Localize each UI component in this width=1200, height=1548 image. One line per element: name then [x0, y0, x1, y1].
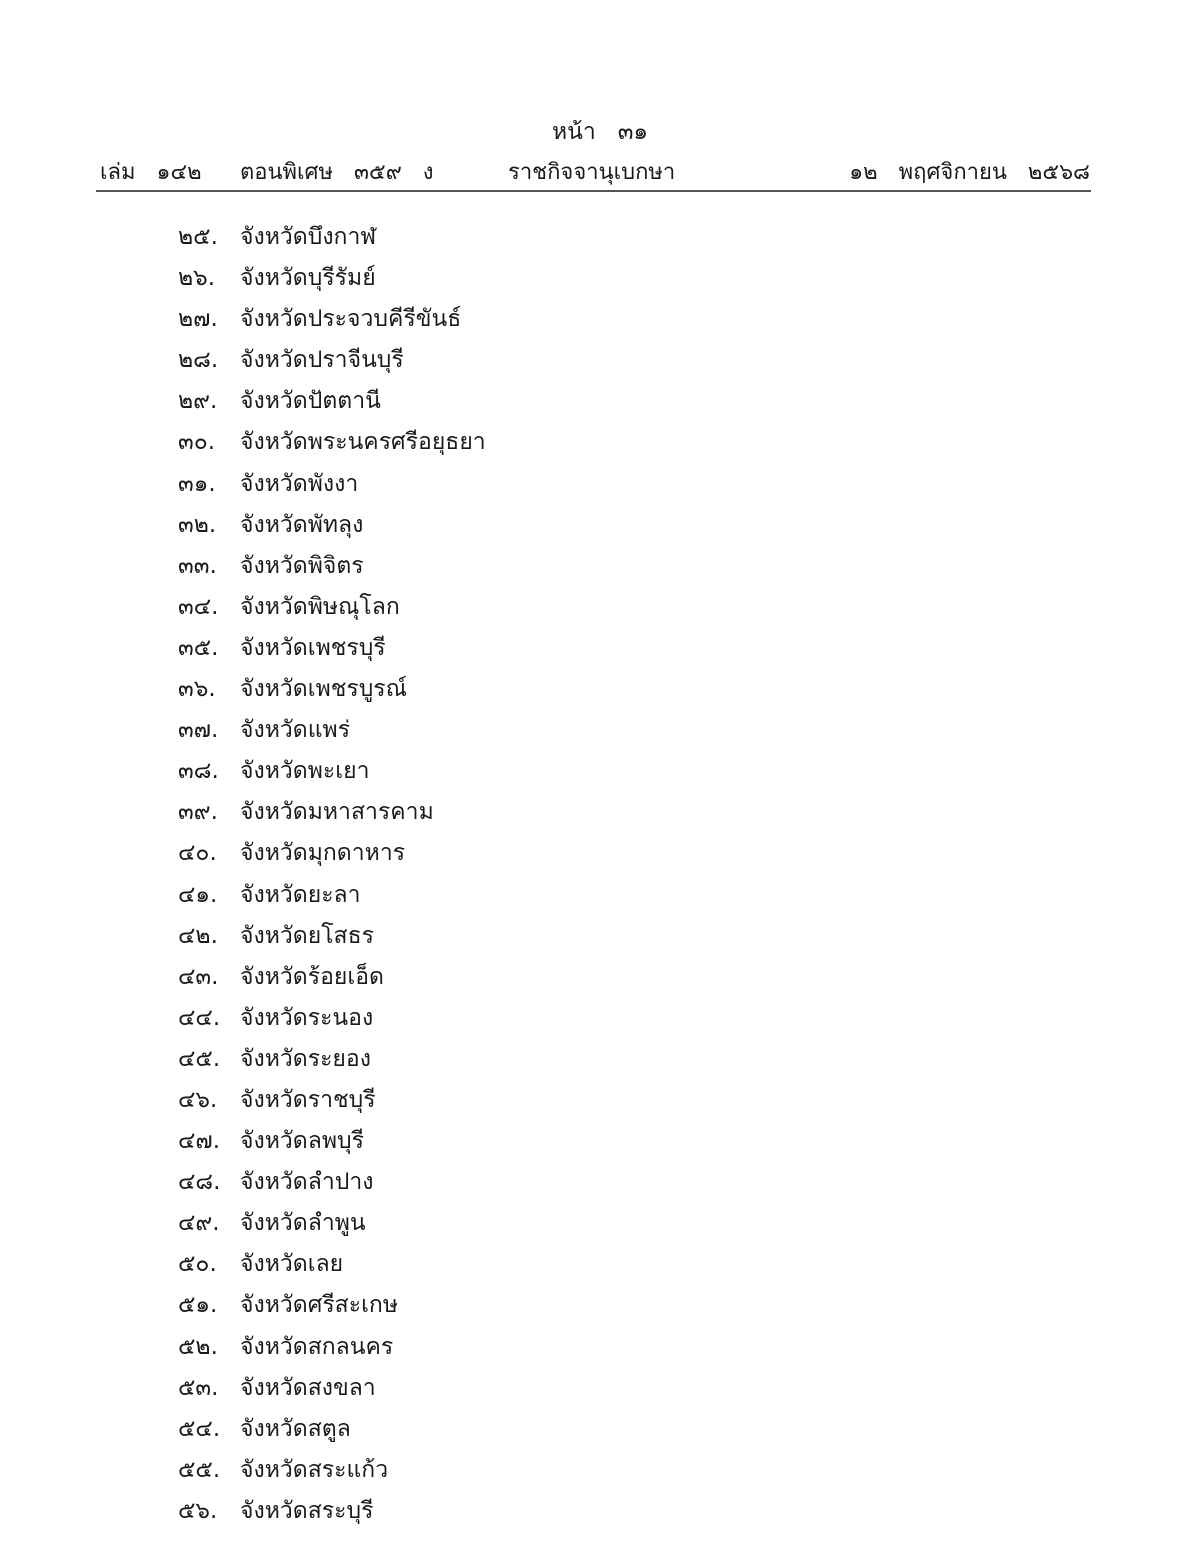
- list-item-province-name: จังหวัดศรีสะเกษ: [240, 1292, 399, 1319]
- list-item-number: ๕๕.: [178, 1456, 221, 1483]
- list-item-province-name: จังหวัดพิษณุโลก: [240, 593, 400, 620]
- list-item: [0, 377, 1200, 418]
- header-volume: เล่ม ๑๔๒: [100, 160, 202, 185]
- list-item: [0, 1199, 1200, 1240]
- list-item-number: ๕๔.: [178, 1415, 221, 1442]
- list-item-province-name: จังหวัดแพร่: [240, 717, 351, 744]
- list-item-number: ๓๒.: [178, 511, 217, 538]
- list-item-number: ๔๗.: [178, 1128, 221, 1155]
- list-item-province-name: จังหวัดยะลา: [240, 881, 361, 908]
- list-item-number: ๓๑.: [178, 470, 216, 497]
- list-item: [0, 665, 1200, 706]
- list-item-province-name: จังหวัดพะเยา: [240, 758, 370, 785]
- list-item-number: ๒๖.: [178, 265, 216, 292]
- list-item: [0, 788, 1200, 829]
- list-item: [0, 1158, 1200, 1199]
- list-item-province-name: จังหวัดสตูล: [240, 1415, 351, 1442]
- list-item: [0, 501, 1200, 542]
- list-item-province-name: จังหวัดลำปาง: [240, 1169, 374, 1196]
- list-item: [0, 295, 1200, 336]
- province-list: [0, 213, 1200, 1528]
- list-item-province-name: จังหวัดปัตตานี: [240, 388, 381, 415]
- list-item-province-name: จังหวัดระยอง: [240, 1045, 371, 1072]
- list-item-number: ๕๓.: [178, 1374, 219, 1401]
- list-item-number: ๒๙.: [178, 388, 218, 415]
- list-item-number: ๔๙.: [178, 1210, 220, 1237]
- list-item-province-name: จังหวัดลำพูน: [240, 1210, 366, 1237]
- list-item-number: ๓๓.: [178, 552, 217, 579]
- list-item: [0, 1076, 1200, 1117]
- list-item: [0, 1446, 1200, 1487]
- list-item-number: ๔๖.: [178, 1086, 218, 1113]
- list-item-number: ๔๓.: [178, 963, 219, 990]
- header-issue: ตอนพิเศษ ๓๕๙ ง: [240, 160, 434, 185]
- list-item-number: ๔๒.: [178, 922, 218, 949]
- list-item-number: ๓๗.: [178, 717, 219, 744]
- list-item: [0, 1281, 1200, 1322]
- list-item-number: ๔๐.: [178, 840, 217, 867]
- list-item-number: ๔๔.: [178, 1004, 221, 1031]
- list-item: [0, 254, 1200, 295]
- list-item: [0, 213, 1200, 254]
- list-item: [0, 624, 1200, 665]
- list-item-province-name: จังหวัดลพบุรี: [240, 1128, 364, 1155]
- list-item-number: ๕๑.: [178, 1292, 218, 1319]
- list-item: [0, 994, 1200, 1035]
- list-item-number: ๕๒.: [178, 1333, 218, 1360]
- page-number: หน้า ๓๑: [551, 119, 649, 145]
- list-item: [0, 418, 1200, 459]
- list-item-province-name: จังหวัดเลย: [240, 1251, 344, 1278]
- list-item-number: ๔๑.: [178, 881, 218, 908]
- list-item: [0, 1364, 1200, 1405]
- list-item-province-name: จังหวัดบุรีรัมย์: [240, 265, 376, 292]
- list-item: [0, 953, 1200, 994]
- list-item-province-name: จังหวัดมหาสารคาม: [240, 799, 434, 826]
- list-item: [0, 1240, 1200, 1281]
- list-item-number: ๔๕.: [178, 1045, 221, 1072]
- list-item-number: ๓๐.: [178, 429, 216, 456]
- list-item-province-name: จังหวัดราชบุรี: [240, 1086, 376, 1113]
- list-item-number: ๓๕.: [178, 634, 219, 661]
- list-item: [0, 542, 1200, 583]
- list-item-province-name: จังหวัดพระนครศรีอยุธยา: [240, 429, 486, 456]
- list-item-number: ๓๘.: [178, 758, 219, 785]
- list-item-number: ๓๔.: [178, 593, 219, 620]
- list-item-province-name: จังหวัดร้อยเอ็ด: [240, 963, 384, 990]
- list-item-province-name: จังหวัดบึงกาฬ: [240, 224, 377, 250]
- list-item-number: ๒๗.: [178, 306, 218, 333]
- list-item: [0, 336, 1200, 377]
- list-item: [0, 829, 1200, 870]
- list-item: [0, 1117, 1200, 1158]
- list-item-province-name: จังหวัดสงขลา: [240, 1374, 376, 1401]
- list-item-number: ๒๘.: [178, 347, 219, 374]
- list-item: [0, 871, 1200, 912]
- list-item-number: ๓๖.: [178, 676, 216, 703]
- list-item: [0, 1323, 1200, 1364]
- list-item-number: ๕๖.: [178, 1497, 218, 1524]
- header-gazette-title: ราชกิจจานุเบกษา: [508, 160, 676, 185]
- list-item-province-name: จังหวัดพิจิตร: [240, 552, 364, 579]
- list-item-province-name: จังหวัดประจวบคีรีขันธ์: [240, 306, 462, 333]
- list-item-province-name: จังหวัดเพชรบูรณ์: [240, 676, 407, 703]
- list-item-province-name: จังหวัดยโสธร: [240, 922, 374, 949]
- header-rule: [96, 190, 1091, 192]
- list-item-province-name: จังหวัดสระบุรี: [240, 1497, 374, 1524]
- list-item-province-name: จังหวัดพัทลุง: [240, 511, 364, 538]
- list-item-province-name: จังหวัดระนอง: [240, 1004, 374, 1031]
- list-item-province-name: จังหวัดพังงา: [240, 470, 359, 497]
- list-item-number: ๔๘.: [178, 1169, 221, 1196]
- list-item: [0, 1035, 1200, 1076]
- list-item: [0, 460, 1200, 501]
- list-item-province-name: จังหวัดปราจีนบุรี: [240, 347, 404, 374]
- list-item-number: ๓๙.: [178, 799, 218, 826]
- list-item: [0, 583, 1200, 624]
- list-item-province-name: จังหวัดเพชรบุรี: [240, 634, 386, 661]
- list-item: [0, 912, 1200, 953]
- list-item: [0, 1405, 1200, 1446]
- list-item-province-name: จังหวัดสระแก้ว: [240, 1456, 389, 1483]
- list-item-number: ๒๕.: [178, 224, 218, 250]
- list-item: [0, 706, 1200, 747]
- list-item: [0, 747, 1200, 788]
- list-item-number: ๕๐.: [178, 1251, 217, 1278]
- header-date: ๑๒ พฤศจิกายน ๒๕๖๘: [849, 160, 1090, 185]
- list-item-province-name: จังหวัดสกลนคร: [240, 1333, 394, 1360]
- list-item-province-name: จังหวัดมุกดาหาร: [240, 840, 406, 867]
- list-item: [0, 1487, 1200, 1528]
